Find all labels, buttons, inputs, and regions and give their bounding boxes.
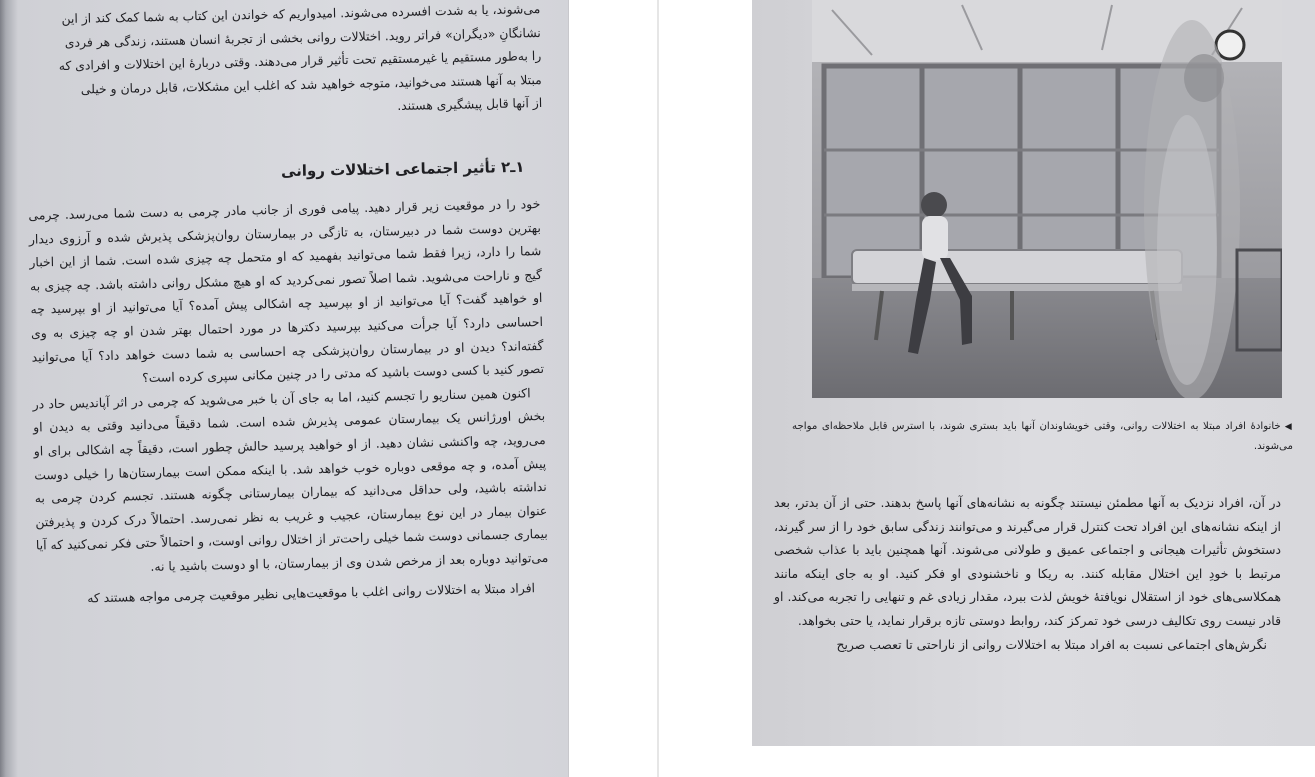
hospital-photo: [812, 0, 1282, 398]
intro-line: مبتلا به آنها هستند می‌خوانید، متوجه خواهید شد که اغلب این مشکلات، قابل درمان و خیلی: [80, 71, 542, 97]
intro-line: می‌شوند، یا به شدت افسرده می‌شوند. امیدواریم که خواندن این کتاب به شما کمک کند از این: [61, 0, 541, 27]
section-heading: ۱ـ۲ تأثیر اجتماعی اختلالات روانی: [280, 157, 525, 181]
photo-caption: [792, 417, 1293, 456]
paragraph: در آن، افراد نزدیک به آنها مطمئن نیستند چگونه به نشانه‌های آنها پاسخ بدهند. حتی از آن بدتر، بعد از اینکه نشانه‌های این افراد تحت کنترل قرار می‌گیرند و می‌توانند زندگی سابق خود را از سر گیرند، دستخوش تأثیرات هیجانی و اجتماعی عمیق و طولانی می‌شوند. آنها همچنین باید با عذاب شخصی مرتبط با خودِ این اختلال مقابله کنند. به ریکا و ناخشنودی او فکر کنید. او به جای اینکه مانند همکلاسی‌های خود از استقلال نویافتهٔ خویش لذت ببرد، مقدار زیادی غم و تنهایی را تجربه می‌کند. او قادر نیست روی تکالیف درسی خود تمرکز کند، روابط دوستی تازه برقرار نماید، یا حتی بخواهد.: [774, 495, 1281, 628]
spread-divider: [657, 0, 659, 777]
intro-text: [34, 0, 542, 126]
caption-marker-icon: ◀: [1284, 422, 1294, 432]
intro-line: از آنها قابل پیشگیری هستند.: [397, 95, 543, 114]
paragraph: اکنون همین سناریو را تجسم کنید، اما به جای آن با خبر می‌شوید که چرمی در اثر آپاندیس حاد در بخش اورژانس یک بیمارستان عمومی پذیرش شده است. شما دقیقاً می‌دانید وقتی به دیدن او می‌روید، چه واکنشی نشان دهید. از او خواهید پرسید حالش چطور است، دقیقاً چه اشکالی برای او پیش آمده، و چه موقعی دوباره خوب خواهد شد. با اینکه ممکن است بیمارستان‌ها را خیلی دوست نداشته باشید، ولی حداقل می‌دانید که بیماران بیمارستانی چگونه هستند. تجسم کردن چرمی به عنوان بیمار در این نوع بیمارستان، عجیب و غریب به نظر نمی‌رسد. احتمالاً درک کردن و پذیرفتن بیماری جسمانی دوست شما خیلی راحت‌تر از اختلال روانی اوست، و احتمالاً حتی فکر نمی‌کنید که آیا می‌توانید دوباره بعد از مرخص شدن وی از بیمارستان، با او دوست باشید یا نه.: [32, 385, 549, 574]
caption-text: خانوادهٔ افراد مبتلا به اختلالات روانی، وقتی خویشاوندان آنها باید بستری شوند، با استرس قابل ملاحظه‌ای مواجه می‌شوند.: [792, 421, 1293, 452]
hospital-photo-illustration: [812, 0, 1282, 398]
left-body-text: [28, 192, 549, 611]
intro-line: را به‌طور مستقیم یا غیرمستقیم تحت تأثیر قرار می‌دهند. وقتی دربارهٔ این اختلالات و افرادی که: [58, 48, 542, 74]
paragraph: خود را در موقعیت زیر قرار دهید. پیامی فوری از جانب مادر چرمی به دست شما می‌رسد. چرمی بهترین دوست شما در دبیرستان، به تازگی در بیمارستان روان‌پزشکی پذیرش شده و آرزوی دیدار شما را دارد، زیرا فقط شما می‌توانید بفهمید که او متحمل چه چیزی شده است. شما از این اخبار گیج و ناراحت می‌شوید. شما اصلاً تصور نمی‌کردید که او هیچ مشکل روانی داشته باشد. چه چیزی به او خواهید گفت؟ آیا می‌توانید از او بپرسید چه اشکالی پیش آمده؟ آیا می‌توانید از او بپرسید چه احساسی دارد؟ آیا جرأت می‌کنید بپرسید دکترها در مورد احتمال بهتر شدن او چه چیزی به وی گفته‌اند؟ دیدن او در بیمارستان روان‌پزشکی چه احساسی به شما دست خواهد داد؟ آیا می‌توانید تصور کنید با کسی دوست باشید که مدتی را در چنین مکانی سپری کرده است؟: [28, 195, 545, 386]
right-body-text: [774, 491, 1281, 656]
paragraph: افراد مبتلا به اختلالات روانی اغلب با موقعیت‌هایی نظیر موقعیت چرمی مواجه هستند که: [87, 579, 536, 605]
left-page: [0, 0, 569, 777]
right-page: [752, 0, 1315, 746]
paragraph: نگرش‌های اجتماعی نسبت به افراد مبتلا به اختلالات روانی از ناراحتی تا تعصب صریح: [836, 636, 1267, 652]
intro-line: نشانگانِ «دیگران» فراتر روید. اختلالات روانی بخشی از تجربهٔ انسان هستند، زندگی هر فردی: [64, 24, 541, 50]
